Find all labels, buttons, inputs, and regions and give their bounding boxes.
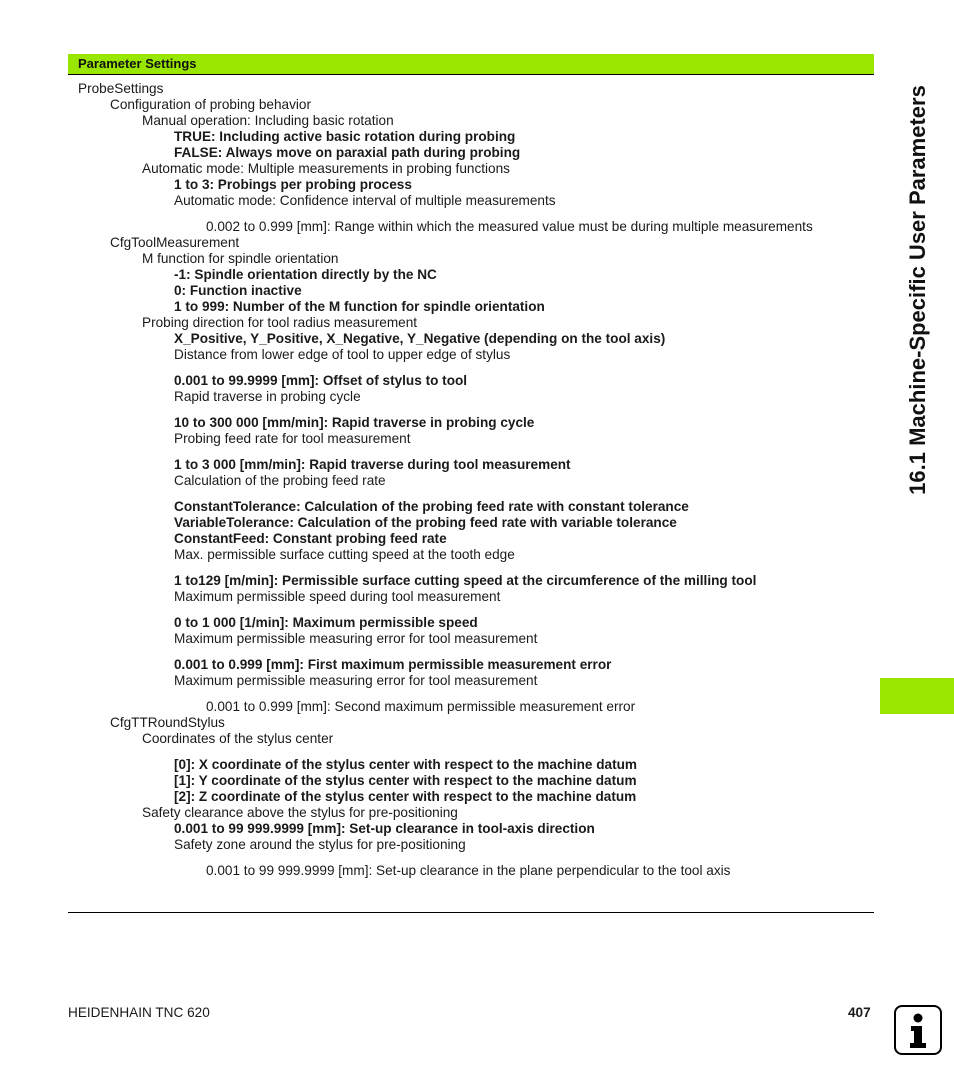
param-line: Calculation of the probing feed rate (174, 473, 386, 488)
param-line: Manual operation: Including basic rotation (142, 113, 394, 128)
info-icon (894, 1005, 942, 1055)
param-line: 0.001 to 0.999 [mm]: Second maximum permissible measurement error (206, 699, 636, 714)
param-line: Max. permissible surface cutting speed at the tooth edge (174, 547, 515, 562)
param-line: Safety zone around the stylus for pre-positioning (174, 837, 466, 852)
param-line: [2]: Z coordinate of the stylus center with respect to the machine datum (174, 789, 637, 804)
param-line: Probing direction for tool radius measurement (142, 315, 418, 330)
param-line: TRUE: Including active basic rotation during probing (174, 129, 516, 144)
param-line: 0.001 to 99 999.9999 [mm]: Set-up clearance in the plane perpendicular to the tool axis (206, 863, 731, 878)
param-line: ConstantTolerance: Calculation of the probing feed rate with constant tolerance (174, 499, 689, 514)
param-line: Maximum permissible speed during tool measurement (174, 589, 501, 604)
param-line: 0.001 to 0.999 [mm]: First maximum permissible measurement error (174, 657, 612, 672)
param-line: 0: Function inactive (174, 283, 302, 298)
param-line: [0]: X coordinate of the stylus center with respect to the machine datum (174, 757, 638, 772)
param-line: VariableTolerance: Calculation of the probing feed rate with variable tolerance (174, 515, 677, 530)
footer-product: HEIDENHAIN TNC 620 (68, 1005, 210, 1020)
param-line: Maximum permissible measuring error for tool measurement (174, 673, 538, 688)
info-icon-glyph (896, 1007, 940, 1053)
param-line: CfgTTRoundStylus (110, 715, 225, 730)
param-line: 0.001 to 99.9999 [mm]: Offset of stylus to tool (174, 373, 468, 388)
param-line: 1 to 999: Number of the M function for spindle orientation (174, 299, 545, 314)
param-line: X_Positive, Y_Positive, X_Negative, Y_Negative (depending on the tool axis) (174, 331, 666, 346)
param-line: [1]: Y coordinate of the stylus center with respect to the machine datum (174, 773, 637, 788)
param-line: Probing feed rate for tool measurement (174, 431, 411, 446)
param-line: Rapid traverse in probing cycle (174, 389, 361, 404)
param-line: Automatic mode: Multiple measurements in probing functions (142, 161, 510, 176)
chapter-tab-marker (880, 678, 954, 714)
param-line: 0.002 to 0.999 [mm]: Range within which the measured value must be during multiple measurements (206, 219, 813, 234)
param-line: FALSE: Always move on paraxial path during probing (174, 145, 521, 160)
param-line: -1: Spindle orientation directly by the NC (174, 267, 437, 282)
param-line: Coordinates of the stylus center (142, 731, 334, 746)
section-header-title: Parameter Settings (78, 56, 197, 71)
param-line: 0.001 to 99 999.9999 [mm]: Set-up clearance in tool-axis direction (174, 821, 595, 836)
page-number: 407 (848, 1005, 871, 1020)
param-line: ProbeSettings (78, 81, 164, 96)
param-line: Maximum permissible measuring error for tool measurement (174, 631, 538, 646)
bottom-divider (68, 912, 874, 913)
param-line: 0 to 1 000 [1/min]: Maximum permissible speed (174, 615, 478, 630)
param-line: 1 to 3 000 [mm/min]: Rapid traverse during tool measurement (174, 457, 571, 472)
param-line: Configuration of probing behavior (110, 97, 312, 112)
param-line: Automatic mode: Confidence interval of multiple measurements (174, 193, 556, 208)
param-line: 10 to 300 000 [mm/min]: Rapid traverse in probing cycle (174, 415, 535, 430)
param-line: 1 to 3: Probings per probing process (174, 177, 412, 192)
param-line: ConstantFeed: Constant probing feed rate (174, 531, 447, 546)
param-line: Safety clearance above the stylus for pre-positioning (142, 805, 458, 820)
param-line: CfgToolMeasurement (110, 235, 240, 250)
param-line: Distance from lower edge of tool to upper edge of stylus (174, 347, 511, 362)
param-line: 1 to129 [m/min]: Permissible surface cutting speed at the circumference of the milling tool (174, 573, 757, 588)
param-line: M function for spindle orientation (142, 251, 339, 266)
chapter-side-title: 16.1 Machine-Specific User Parameters (905, 85, 930, 495)
